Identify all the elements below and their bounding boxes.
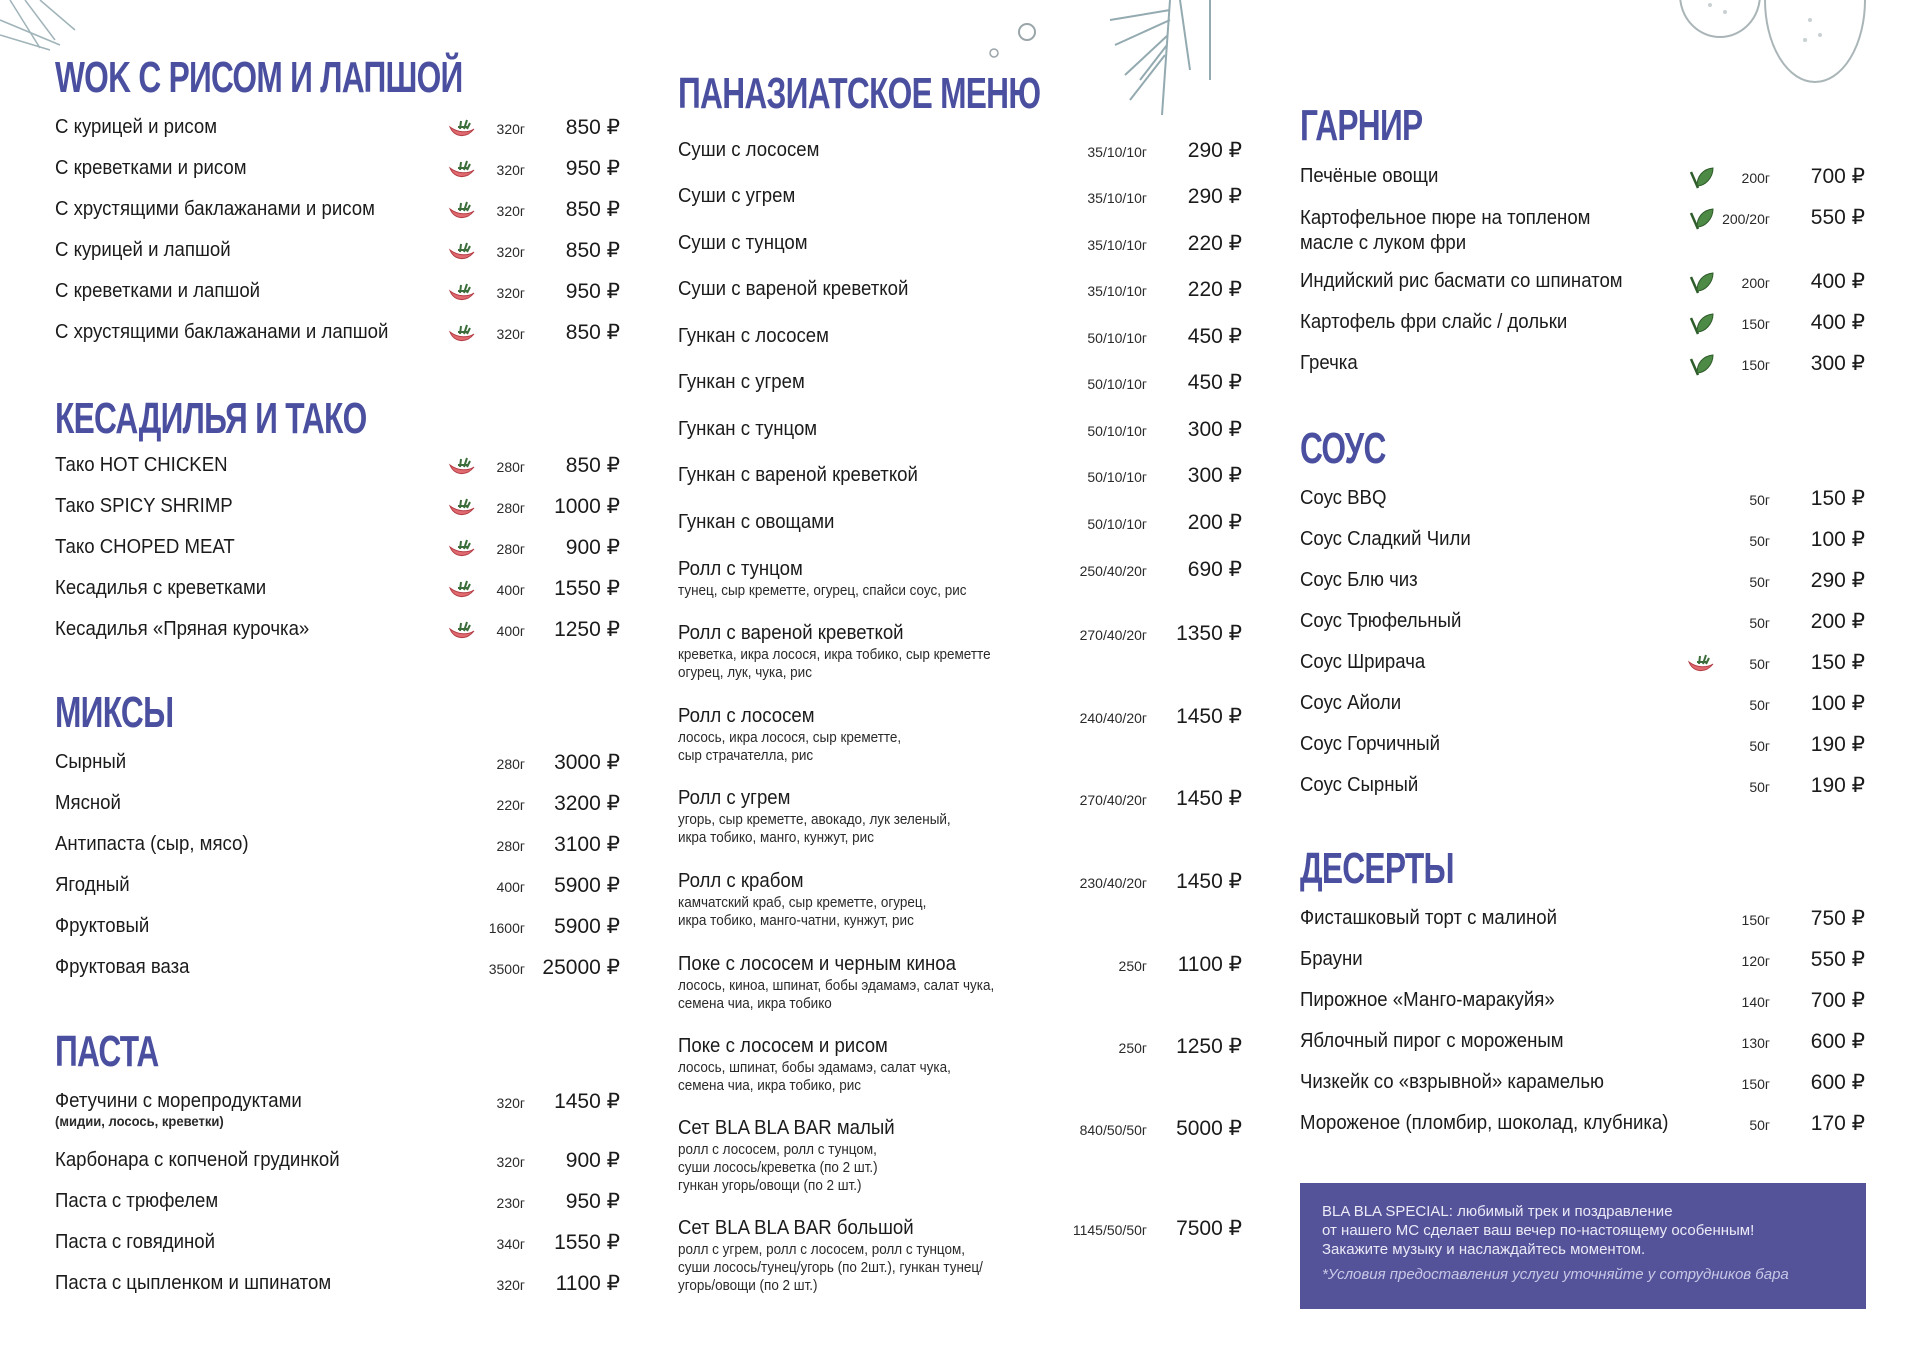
menu-item-name: Гречка <box>1300 352 1358 374</box>
menu-item-description: ролл с лососем, ролл с тунцом, суши лосось/креветка (по 2 шт.) гункан угорь/овощи (по 2 шт.) <box>678 1142 878 1194</box>
special-text-line: Закажите музыку и наслаждайтесь моментом. <box>1322 1241 1646 1258</box>
menu-item-price: 690 ₽ <box>1187 558 1242 581</box>
vegan-leaf-icon <box>1687 271 1715 295</box>
special-note: *Условия предоставления услуги уточняйте у сотрудников бара <box>1322 1266 1789 1283</box>
menu-item <box>55 956 620 986</box>
chili-pepper-icon <box>448 158 476 182</box>
menu-item <box>1300 528 1865 558</box>
menu-item-weight: 280г <box>496 541 525 557</box>
menu-item-weight: 50г <box>1749 779 1770 795</box>
menu-item-weight: 50/10/10г <box>1087 330 1147 346</box>
menu-item-price: 700 ₽ <box>1810 165 1865 188</box>
menu-item-name: Соус Сырный <box>1300 774 1419 796</box>
menu-item-weight: 35/10/10г <box>1087 283 1147 299</box>
menu-item-weight: 150г <box>1741 357 1770 373</box>
menu-item-description: лосось, киноа, шпинат, бобы эдамамэ, салат чука, семена чиа, икра тобико <box>678 978 995 1012</box>
menu-item-weight: 320г <box>496 326 525 342</box>
menu-item-weight: 140г <box>1741 994 1770 1010</box>
menu-item <box>1300 1030 1865 1060</box>
menu-item <box>1300 1071 1865 1101</box>
menu-item-price: 5900 ₽ <box>554 915 620 938</box>
menu-item-price: 100 ₽ <box>1810 692 1865 715</box>
menu-item <box>1300 270 1865 300</box>
menu-item-price: 1450 ₽ <box>1176 787 1242 810</box>
cucumber-slices-decoration <box>1660 0 1920 90</box>
menu-item-name: Суши с лососем <box>678 139 820 161</box>
menu-item-price: 3200 ₽ <box>554 792 620 815</box>
menu-item-weight: 280г <box>496 500 525 516</box>
menu-item-weight: 230/40/20г <box>1079 875 1147 891</box>
menu-item <box>678 870 1242 929</box>
menu-item-name: Сет BLA BLA BAR большой <box>678 1217 914 1239</box>
menu-item <box>678 418 1242 448</box>
menu-item-price: 1250 ₽ <box>554 618 620 641</box>
menu-item-name: Мясной <box>55 792 121 814</box>
menu-item-weight: 320г <box>496 1154 525 1170</box>
menu-item <box>1300 569 1865 599</box>
vegan-leaf-icon <box>1687 353 1715 377</box>
menu-item-name: Пирожное «Манго-маракуйя» <box>1300 989 1555 1011</box>
menu-item <box>678 1117 1242 1194</box>
menu-item-name: Соус Горчичный <box>1300 733 1441 755</box>
menu-item-description: (мидии, лосось, креветки) <box>55 1113 224 1129</box>
menu-item-price: 300 ₽ <box>1187 464 1242 487</box>
menu-item-weight: 150г <box>1741 1076 1770 1092</box>
menu-item-name: Тако HOT CHICKEN <box>55 454 228 476</box>
menu-item-price: 25000 ₽ <box>542 956 620 979</box>
menu-item-price: 150 ₽ <box>1810 651 1865 674</box>
menu-item-name: Суши с угрем <box>678 185 796 207</box>
menu-item-description: ролл с угрем, ролл с лососем, ролл с тунцом, суши лосось/тунец/угорь (по 2шт.), гункан тунец/ угорь/овощи (по 2 шт.) <box>678 1242 983 1294</box>
menu-item <box>678 511 1242 541</box>
vegan-leaf-icon <box>1687 166 1715 190</box>
menu-item-price: 150 ₽ <box>1810 487 1865 510</box>
menu-item-name: Ягодный <box>55 874 130 896</box>
menu-item <box>55 536 620 566</box>
menu-item-name: Ролл с вареной креветкой <box>678 622 904 644</box>
menu-item <box>678 558 1242 599</box>
water-droplets-decoration <box>980 15 1040 65</box>
menu-item-description: угорь, сыр креметте, авокадо, лук зеленый, икра тобико, манго, кунжут, рис <box>678 812 951 846</box>
menu-item <box>678 1035 1242 1094</box>
menu-item-weight: 320г <box>496 1277 525 1293</box>
menu-item-name: Паста с трюфелем <box>55 1190 219 1212</box>
menu-item-price: 950 ₽ <box>565 1190 620 1213</box>
menu-item-weight: 200/20г <box>1722 211 1770 227</box>
menu-item <box>678 139 1242 169</box>
menu-item-price: 290 ₽ <box>1810 569 1865 592</box>
menu-item <box>55 321 620 351</box>
menu-item-price: 1550 ₽ <box>554 577 620 600</box>
chili-pepper-icon <box>1687 652 1715 676</box>
menu-item-price: 850 ₽ <box>565 454 620 477</box>
menu-item-weight: 400г <box>496 582 525 598</box>
menu-item-price: 290 ₽ <box>1187 139 1242 162</box>
menu-item-price: 550 ₽ <box>1810 948 1865 971</box>
menu-item-price: 850 ₽ <box>565 198 620 221</box>
menu-item-price: 200 ₽ <box>1810 610 1865 633</box>
menu-item <box>1300 651 1865 681</box>
menu-item <box>55 157 620 187</box>
menu-item <box>1300 1112 1865 1142</box>
menu-item-price: 450 ₽ <box>1187 325 1242 348</box>
menu-item-weight: 250/40/20г <box>1079 563 1147 579</box>
menu-item <box>55 495 620 525</box>
chili-pepper-icon <box>448 322 476 346</box>
vegan-leaf-icon <box>1687 312 1715 336</box>
section-title: ДЕСЕРТЫ <box>1300 844 1454 893</box>
menu-item-name: С хрустящими баклажанами и лапшой <box>55 321 389 343</box>
menu-item-name: Чизкейк со «взрывной» карамелью <box>1300 1071 1604 1093</box>
menu-item <box>678 278 1242 308</box>
menu-item-weight: 150г <box>1741 912 1770 928</box>
menu-item-description: лосось, шпинат, бобы эдамамэ, салат чука, семена чиа, икра тобико, рис <box>678 1060 951 1094</box>
menu-item-weight: 320г <box>496 203 525 219</box>
menu-item-price: 400 ₽ <box>1810 270 1865 293</box>
menu-item-name: Соус Сладкий Чили <box>1300 528 1471 550</box>
menu-item-price: 200 ₽ <box>1187 511 1242 534</box>
menu-item <box>55 833 620 863</box>
menu-item <box>55 1190 620 1220</box>
menu-item <box>1300 487 1865 517</box>
menu-item-name: Суши с вареной креветкой <box>678 278 909 300</box>
section-title: КЕСАДИЛЬЯ И ТАКО <box>55 394 367 443</box>
menu-item-name: Ролл с лососем <box>678 705 815 727</box>
menu-item-weight: 50г <box>1749 1117 1770 1133</box>
menu-item-name: Брауни <box>1300 948 1363 970</box>
menu-item-price: 3100 ₽ <box>554 833 620 856</box>
menu-item-weight: 400г <box>496 879 525 895</box>
menu-item-weight: 320г <box>496 244 525 260</box>
menu-item-name: Поке с лососем и рисом <box>678 1035 888 1057</box>
menu-item-weight: 50/10/10г <box>1087 376 1147 392</box>
menu-item <box>1300 733 1865 763</box>
special-text-line: от нашего МС сделает ваш вечер по-настоящему особенным! <box>1322 1222 1755 1239</box>
menu-item-price: 700 ₽ <box>1810 989 1865 1012</box>
menu-item-price: 850 ₽ <box>565 116 620 139</box>
menu-item-weight: 240/40/20г <box>1079 710 1147 726</box>
menu-item-price: 5000 ₽ <box>1176 1117 1242 1140</box>
menu-item-name: Печёные овощи <box>1300 165 1439 187</box>
section-title: ПАСТА <box>55 1027 159 1076</box>
menu-item <box>55 618 620 648</box>
rosemary-sprig-decoration-center <box>1070 0 1270 120</box>
menu-item-description: камчатский краб, сыр креметте, огурец, икра тобико, манго-чатни, кунжут, рис <box>678 895 927 929</box>
menu-item <box>678 185 1242 215</box>
menu-item-name: Гункан с вареной креветкой <box>678 464 918 486</box>
menu-item-weight: 280г <box>496 838 525 854</box>
menu-item-weight: 50/10/10г <box>1087 469 1147 485</box>
menu-item <box>55 915 620 945</box>
menu-item-price: 950 ₽ <box>565 157 620 180</box>
menu-item-price: 900 ₽ <box>565 1149 620 1172</box>
menu-item-name: Сырный <box>55 751 127 773</box>
menu-item <box>678 464 1242 494</box>
menu-item-name: Индийский рис басмати со шпинатом <box>1300 270 1623 292</box>
menu-item-name: Мороженое (пломбир, шоколад, клубника) <box>1300 1112 1669 1134</box>
menu-item-weight: 35/10/10г <box>1087 237 1147 253</box>
menu-item-price: 450 ₽ <box>1187 371 1242 394</box>
menu-item <box>678 1217 1242 1294</box>
menu-item <box>1300 692 1865 722</box>
chili-pepper-icon <box>448 240 476 264</box>
menu-item <box>55 874 620 904</box>
vegan-leaf-icon <box>1687 207 1715 231</box>
menu-item-price: 5900 ₽ <box>554 874 620 897</box>
menu-item-weight: 50г <box>1749 492 1770 508</box>
menu-item-name: С креветками и лапшой <box>55 280 261 302</box>
menu-item-name: Картофельное пюре на топленом масле с луком фри <box>1300 207 1591 254</box>
menu-item <box>678 622 1242 681</box>
chili-pepper-icon <box>448 537 476 561</box>
menu-item-weight: 270/40/20г <box>1079 627 1147 643</box>
menu-item-price: 190 ₽ <box>1810 733 1865 756</box>
menu-item-weight: 230г <box>496 1195 525 1211</box>
menu-item-weight: 320г <box>496 285 525 301</box>
menu-item-weight: 320г <box>496 1095 525 1111</box>
menu-item <box>1300 311 1865 341</box>
menu-item-price: 190 ₽ <box>1810 774 1865 797</box>
section-title: СОУС <box>1300 424 1386 473</box>
menu-item-description: тунец, сыр креметте, огурец, спайси соус, рис <box>678 583 967 599</box>
menu-item <box>1300 352 1865 382</box>
menu-item-name: Кесадилья «Пряная курочка» <box>55 618 310 640</box>
menu-item <box>55 577 620 607</box>
menu-item-price: 220 ₽ <box>1187 232 1242 255</box>
menu-item-weight: 200г <box>1741 275 1770 291</box>
menu-item-name: Тако CHOPED MEAT <box>55 536 235 558</box>
chili-pepper-icon <box>448 619 476 643</box>
menu-item <box>1300 774 1865 804</box>
menu-item <box>55 198 620 228</box>
chili-pepper-icon <box>448 496 476 520</box>
menu-item-price: 1100 ₽ <box>555 1272 620 1295</box>
menu-item-weight: 320г <box>496 162 525 178</box>
menu-item <box>1300 989 1865 1019</box>
menu-item-name: Ролл с угрем <box>678 787 791 809</box>
chili-pepper-icon <box>448 117 476 141</box>
menu-item <box>55 1272 620 1302</box>
menu-item <box>55 280 620 310</box>
menu-item-name: Картофель фри слайс / дольки <box>1300 311 1568 333</box>
menu-item <box>1300 206 1865 254</box>
menu-item-name: Ролл с крабом <box>678 870 804 892</box>
menu-item-price: 1000 ₽ <box>554 495 620 518</box>
menu-item-price: 1550 ₽ <box>554 1231 620 1254</box>
menu-item-weight: 320г <box>496 121 525 137</box>
menu-item-weight: 50/10/10г <box>1087 423 1147 439</box>
menu-item-name: Поке с лососем и черным киноа <box>678 953 956 975</box>
menu-item-weight: 50/10/10г <box>1087 516 1147 532</box>
menu-item-name: Соус Айоли <box>1300 692 1402 714</box>
menu-item-weight: 50г <box>1749 738 1770 754</box>
menu-item <box>55 792 620 822</box>
section-title: ГАРНИР <box>1300 101 1423 150</box>
menu-item-price: 1450 ₽ <box>1176 870 1242 893</box>
menu-item-name: Фисташковый торт с малиной <box>1300 907 1558 929</box>
menu-item <box>55 1231 620 1261</box>
menu-item-name: Гункан с овощами <box>678 511 835 533</box>
menu-item <box>678 232 1242 262</box>
menu-item-name: Гункан с тунцом <box>678 418 818 440</box>
menu-item <box>678 371 1242 401</box>
menu-item-price: 750 ₽ <box>1810 907 1865 930</box>
menu-item-weight: 340г <box>496 1236 525 1252</box>
menu-item-name: Карбонара с копченой грудинкой <box>55 1149 340 1171</box>
menu-item-price: 950 ₽ <box>565 280 620 303</box>
menu-item-name: С курицей и лапшой <box>55 239 231 261</box>
menu-item <box>55 1090 620 1129</box>
menu-item-name: Паста с говядиной <box>55 1231 216 1253</box>
menu-item-name: Яблочный пирог с мороженым <box>1300 1030 1564 1052</box>
menu-item-name: Сет BLA BLA BAR малый <box>678 1117 895 1139</box>
menu-item-price: 300 ₽ <box>1187 418 1242 441</box>
menu-item-price: 400 ₽ <box>1810 311 1865 334</box>
menu-item-weight: 280г <box>496 756 525 772</box>
menu-item-price: 1450 ₽ <box>1176 705 1242 728</box>
menu-item-weight: 250г <box>1118 958 1147 974</box>
menu-item-weight: 150г <box>1741 316 1770 332</box>
menu-item-price: 1100 ₽ <box>1177 953 1242 976</box>
menu-item-price: 7500 ₽ <box>1176 1217 1242 1240</box>
menu-item-weight: 120г <box>1741 953 1770 969</box>
menu-item-description: лосось, икра лосося, сыр креметте, сыр страчателла, рис <box>678 730 902 764</box>
menu-item-price: 220 ₽ <box>1187 278 1242 301</box>
menu-item-weight: 250г <box>1118 1040 1147 1056</box>
chili-pepper-icon <box>448 199 476 223</box>
rosemary-sprig-decoration-left <box>0 0 100 60</box>
menu-item <box>678 325 1242 355</box>
menu-item-weight: 50г <box>1749 656 1770 672</box>
menu-item-name: Суши с тунцом <box>678 232 808 254</box>
menu-item-weight: 50г <box>1749 574 1770 590</box>
menu-item-price: 300 ₽ <box>1810 352 1865 375</box>
menu-item-price: 1350 ₽ <box>1176 622 1242 645</box>
menu-item-name: Фруктовая ваза <box>55 956 190 978</box>
menu-item-price: 900 ₽ <box>565 536 620 559</box>
menu-item <box>678 705 1242 764</box>
menu-item-weight: 280г <box>496 459 525 475</box>
menu-item <box>55 116 620 146</box>
menu-item-price: 1250 ₽ <box>1176 1035 1242 1058</box>
menu-item-weight: 50г <box>1749 533 1770 549</box>
menu-item <box>55 239 620 269</box>
menu-item <box>1300 948 1865 978</box>
menu-item-name: Кесадилья с креветками <box>55 577 267 599</box>
menu-item-name: Соус BBQ <box>1300 487 1387 509</box>
section-title: WOK С РИСОМ И ЛАПШОЙ <box>55 53 463 102</box>
menu-item <box>678 953 1242 1012</box>
menu-item-price: 550 ₽ <box>1810 206 1865 229</box>
chili-pepper-icon <box>448 281 476 305</box>
menu-item-weight: 1600г <box>488 920 525 936</box>
menu-item-name: Тако SPICY SHRIMP <box>55 495 233 517</box>
menu-item <box>55 1149 620 1179</box>
menu-item-price: 170 ₽ <box>1810 1112 1865 1135</box>
section-title: МИКСЫ <box>55 688 174 737</box>
menu-item-weight: 840/50/50г <box>1079 1122 1147 1138</box>
menu-item-name: Соус Шрирача <box>1300 651 1426 673</box>
menu-item-price: 1450 ₽ <box>554 1090 620 1113</box>
menu-item-name: Соус Блю чиз <box>1300 569 1418 591</box>
menu-item-price: 850 ₽ <box>565 239 620 262</box>
menu-item-weight: 1145/50/50г <box>1072 1222 1147 1238</box>
menu-item-weight: 50г <box>1749 615 1770 631</box>
special-text-line: BLA BLA SPECIAL: любимый трек и поздравление <box>1322 1203 1673 1220</box>
section-title: ПАНАЗИАТСКОЕ МЕНЮ <box>678 69 1041 118</box>
menu-item-name: Ролл с тунцом <box>678 558 803 580</box>
menu-item-name: Гункан с угрем <box>678 371 805 393</box>
menu-item-name: Паста с цыпленком и шпинатом <box>55 1272 332 1294</box>
menu-item-weight: 35/10/10г <box>1087 144 1147 160</box>
menu-item-name: С хрустящими баклажанами и рисом <box>55 198 375 220</box>
menu-item-price: 850 ₽ <box>565 321 620 344</box>
menu-item <box>678 787 1242 846</box>
menu-item-price: 600 ₽ <box>1810 1071 1865 1094</box>
menu-item-weight: 200г <box>1741 170 1770 186</box>
menu-item-name: Гункан с лососем <box>678 325 829 347</box>
menu-item <box>55 751 620 781</box>
chili-pepper-icon <box>448 455 476 479</box>
menu-item-weight: 3500г <box>488 961 525 977</box>
menu-item-weight: 35/10/10г <box>1087 190 1147 206</box>
chili-pepper-icon <box>448 578 476 602</box>
menu-item-price: 100 ₽ <box>1810 528 1865 551</box>
menu-item-name: Соус Трюфельный <box>1300 610 1462 632</box>
menu-item-name: С креветками и рисом <box>55 157 247 179</box>
menu-item <box>55 454 620 484</box>
menu-item-weight: 130г <box>1741 1035 1770 1051</box>
menu-item <box>1300 610 1865 640</box>
menu-item-price: 600 ₽ <box>1810 1030 1865 1053</box>
menu-item <box>1300 165 1865 195</box>
menu-item-weight: 270/40/20г <box>1079 792 1147 808</box>
menu-item-weight: 50г <box>1749 697 1770 713</box>
menu-item-price: 290 ₽ <box>1187 185 1242 208</box>
menu-item-name: Антипаста (сыр, мясо) <box>55 833 249 855</box>
menu-item-price: 3000 ₽ <box>554 751 620 774</box>
menu-item-name: С курицей и рисом <box>55 116 218 138</box>
bla-bla-special-banner <box>1300 1183 1866 1309</box>
menu-item-name: Фетучини с морепродуктами <box>55 1090 302 1112</box>
menu-item <box>1300 907 1865 937</box>
menu-item-weight: 400г <box>496 623 525 639</box>
menu-item-weight: 220г <box>496 797 525 813</box>
menu-item-description: креветка, икра лосося, икра тобико, сыр креметте огурец, лук, чука, рис <box>678 647 991 681</box>
menu-item-name: Фруктовый <box>55 915 150 937</box>
